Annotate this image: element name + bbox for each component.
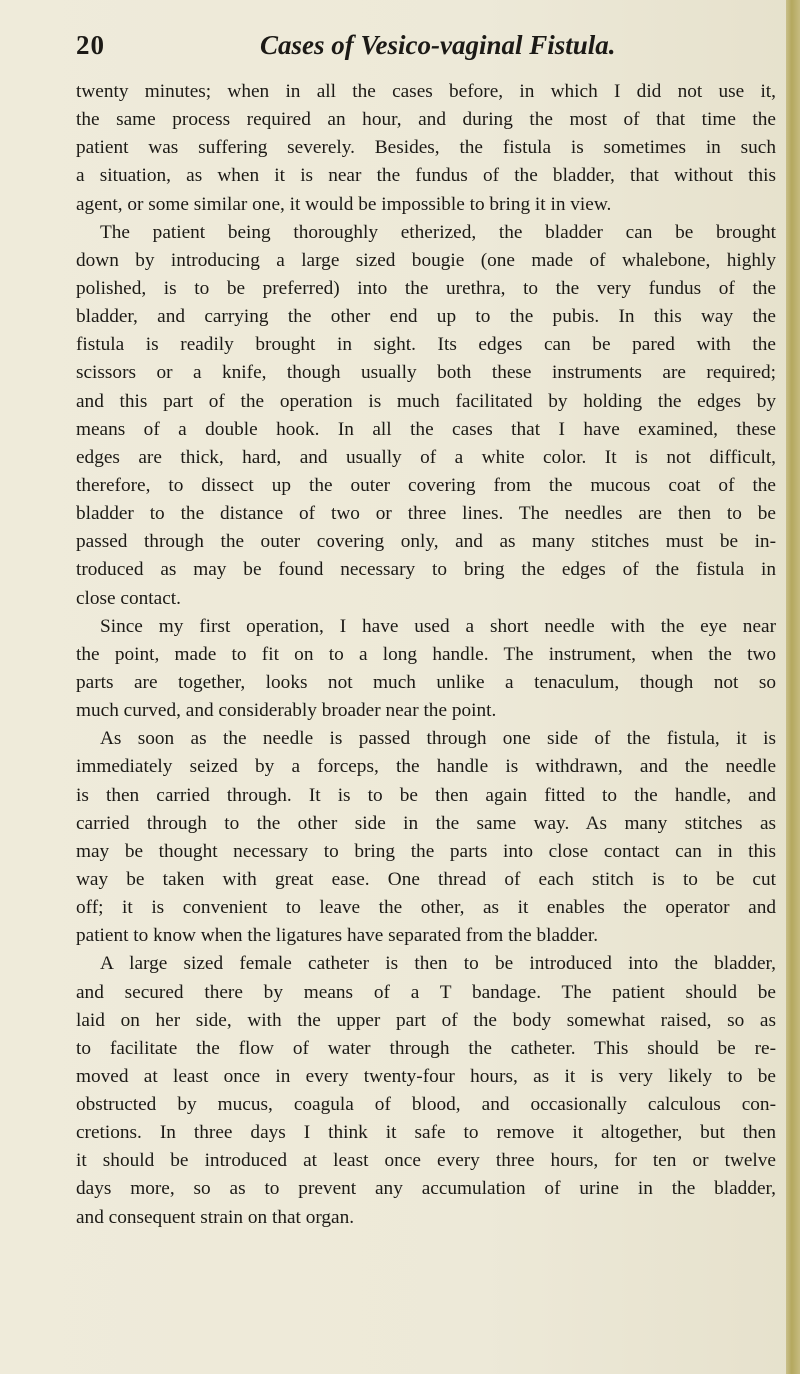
text-line: fistula is readily brought in sight. Its edges can be pared with the <box>76 334 776 356</box>
text-line: the same process required an hour, and during the most of that time the <box>76 109 776 131</box>
text-line: days more, so as to prevent any accumulation of urine in the bladder, <box>76 1178 776 1200</box>
text-line: therefore, to dissect up the outer covering from the mucous coat of the <box>76 474 776 496</box>
text-line: much curved, and considerably broader near the point. <box>76 700 497 722</box>
text-line: passed through the outer covering only, and as many stitches must be in- <box>76 531 776 553</box>
text-line: bladder, and carrying the other end up to the pubis. In this way the <box>76 306 776 328</box>
text-line: agent, or some similar one, it would be impossible to bring it in view. <box>76 193 612 215</box>
text-line: way be taken with great ease. One thread of each stitch is to be cut <box>76 868 776 890</box>
text-line: parts are together, looks not much unlike a tenaculum, though not so <box>76 671 776 693</box>
paragraph-start-line: The patient being thoroughly etherized, the bladder can be brought <box>100 221 776 243</box>
text-line: and consequent strain on that organ. <box>76 1206 355 1228</box>
text-line: patient to know when the ligatures have separated from the bladder. <box>76 925 599 947</box>
text-line: bladder to the distance of two or three lines. The needles are then to be <box>76 503 776 525</box>
text-line: down by introducing a large sized bougie (one made of whalebone, highly <box>76 249 776 271</box>
text-line: scissors or a knife, though usually both these instruments are required; <box>76 362 776 384</box>
text-line: and this part of the operation is much facilitated by holding the edges by <box>76 390 776 412</box>
text-line: edges are thick, hard, and usually of a white color. It is not difficult, <box>76 446 776 468</box>
text-line: to facilitate the flow of water through the catheter. This should be re- <box>76 1037 776 1059</box>
text-line: carried through to the other side in the same way. As many stitches as <box>76 812 776 834</box>
text-line: means of a double hook. In all the cases that I have examined, these <box>76 418 776 440</box>
text-line: twenty minutes; when in all the cases before, in which I did not use it, <box>76 81 776 102</box>
paragraph-start-line: A large sized female catheter is then to be introduced into the bladder, <box>100 953 776 975</box>
text-line: off; it is convenient to leave the other, as it enables the operator and <box>76 897 776 919</box>
text-line: polished, is to be preferred) into the urethra, to the very fundus of the <box>76 277 776 299</box>
text-line: a situation, as when it is near the fundus of the bladder, that without this <box>76 165 776 187</box>
text-line: close contact. <box>76 587 181 609</box>
page-header <box>76 30 776 64</box>
text-line: patient was suffering severely. Besides, the fistula is sometimes in such <box>76 137 776 159</box>
text-line: laid on her side, with the upper part of the body somewhat raised, so as <box>76 1009 776 1031</box>
paragraph-start-line: Since my first operation, I have used a short needle with the eye near <box>100 615 776 637</box>
text-line: troduced as may be found necessary to bring the edges of the fistula in <box>76 559 776 581</box>
text-line: moved at least once in every twenty-four hours, as it is very likely to be <box>76 1065 776 1087</box>
text-line: may be thought necessary to bring the parts into close contact can in this <box>76 840 776 862</box>
page-edge-binding <box>786 0 800 1374</box>
text-line: it should be introduced at least once every three hours, for ten or twelve <box>76 1150 776 1172</box>
text-line: cretions. In three days I think it safe to remove it altogether, but then <box>76 1122 776 1144</box>
text-line: immediately seized by a forceps, the handle is withdrawn, and the needle <box>76 756 776 778</box>
body-text <box>76 78 776 1232</box>
running-title: Cases of Vesico-vaginal Fistula. <box>260 30 616 60</box>
text-line: and secured there by means of a T bandage. The patient should be <box>76 981 776 1003</box>
page-number: 20 <box>76 30 105 60</box>
text-line: the point, made to fit on to a long handle. The instrument, when the two <box>76 643 776 665</box>
text-line: obstructed by mucus, coagula of blood, and occasionally calculous con- <box>76 1094 776 1116</box>
text-line: is then carried through. It is to be then again fitted to the handle, and <box>76 784 776 806</box>
paragraph-start-line: As soon as the needle is passed through one side of the fistula, it is <box>100 728 776 750</box>
